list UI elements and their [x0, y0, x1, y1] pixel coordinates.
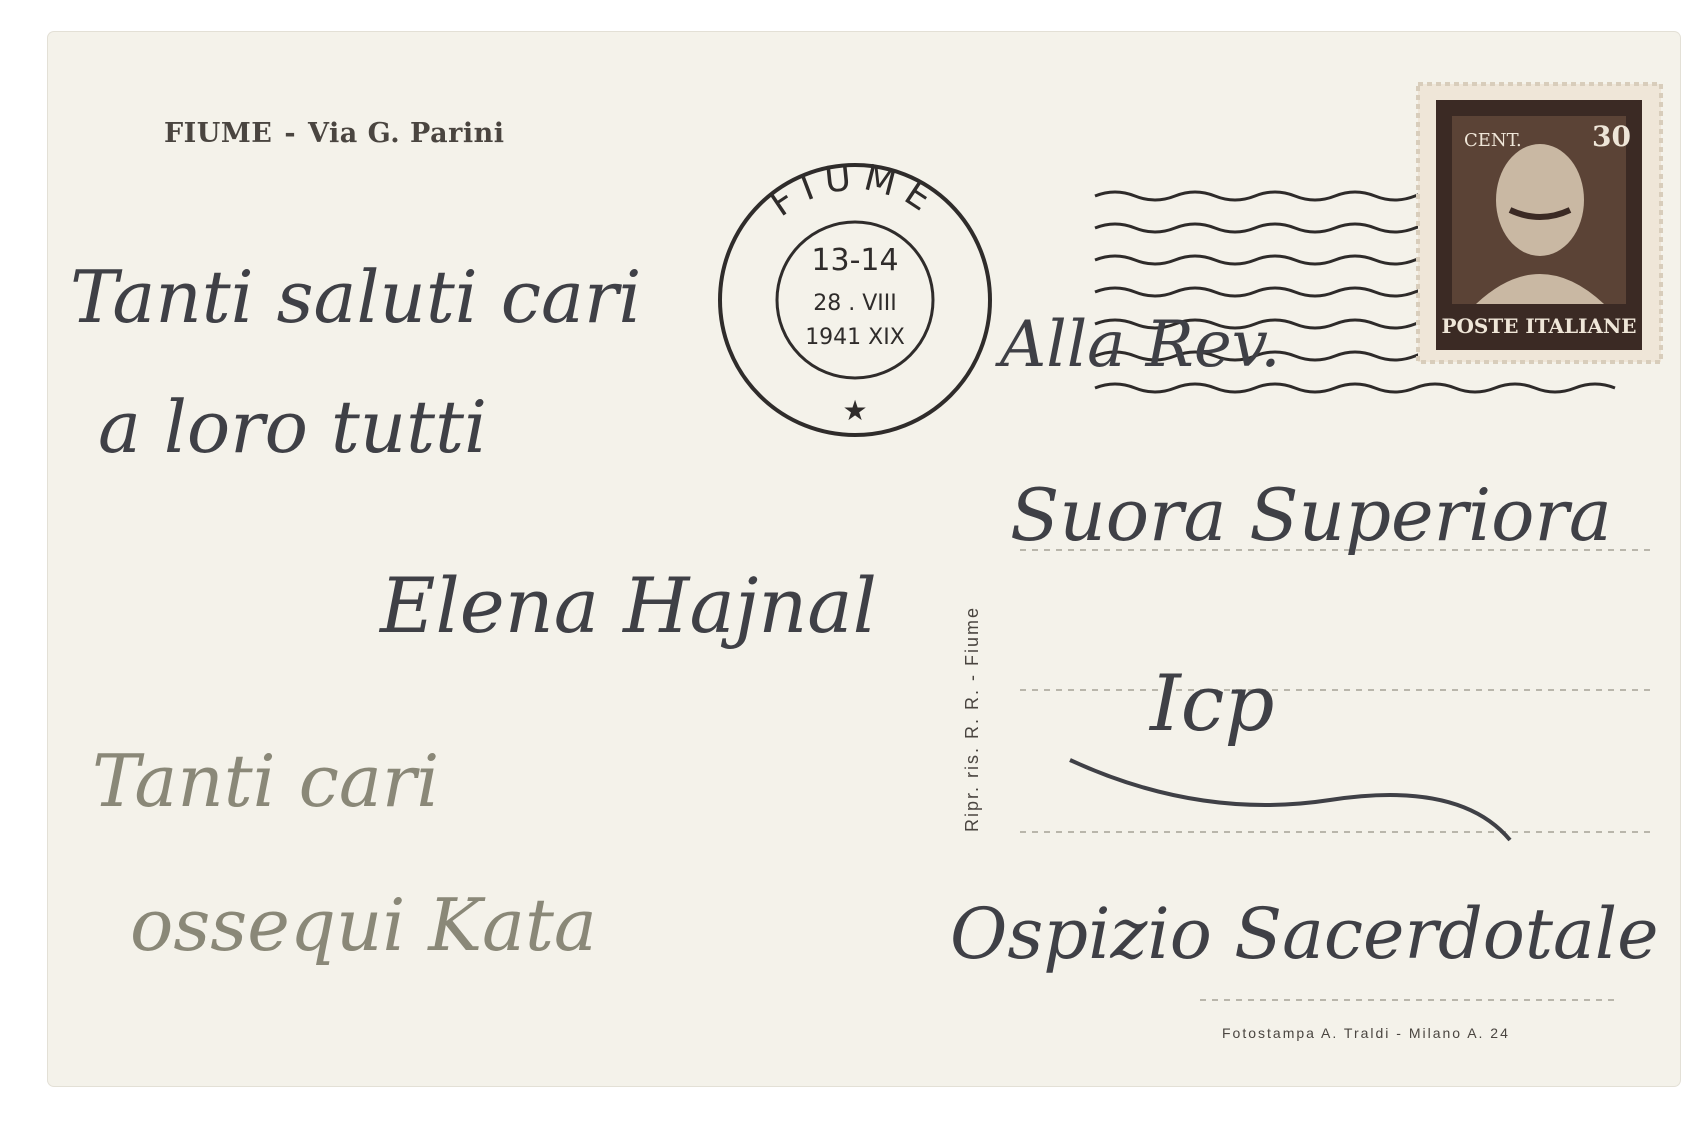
star-icon: ★ — [842, 394, 868, 427]
caption-city: FIUME — [164, 118, 273, 149]
address-handwriting — [950, 308, 1659, 975]
message-line-faded: ossequi Kata — [130, 883, 597, 967]
stamp-issuer: POSTE ITALIANE — [1441, 314, 1637, 338]
postmark-town: FIUME — [762, 156, 948, 225]
stamp-value: 30 — [1592, 120, 1631, 153]
message-line: a loro tutti — [98, 385, 488, 469]
stamp-currency: CENT. — [1464, 130, 1522, 151]
address-line-text: Suora Superiora — [1010, 473, 1612, 557]
king-portrait-icon — [1496, 144, 1584, 256]
wave-line — [1095, 384, 1615, 392]
postmark-date: 28 . VIII — [813, 291, 897, 316]
postmark — [720, 157, 990, 435]
postmark-year: 1941 XIX — [805, 325, 905, 350]
address-line-text: Ospizio Sacerdotale — [950, 893, 1659, 975]
address-line-text: Alla Rev. — [1000, 308, 1281, 382]
address-line-text: Icp — [1150, 659, 1275, 749]
publisher-vertical-text: Ripr. ris. R. R. - Fiume — [962, 605, 982, 832]
message-signature: Elena Hajnal — [380, 561, 877, 650]
printer-credit: Fotostampa A. Traldi - Milano A. 24 — [1222, 1025, 1510, 1041]
postmark-time: 13-14 — [811, 243, 899, 278]
caption-separator: - — [284, 118, 297, 149]
message-handwriting — [70, 255, 877, 967]
caption-street: Via G. Parini — [308, 118, 505, 149]
message-line: Tanti saluti cari — [70, 255, 642, 339]
message-line-faded: Tanti cari — [92, 739, 440, 823]
postage-stamp — [1418, 84, 1661, 362]
address-flourish — [1070, 760, 1510, 840]
